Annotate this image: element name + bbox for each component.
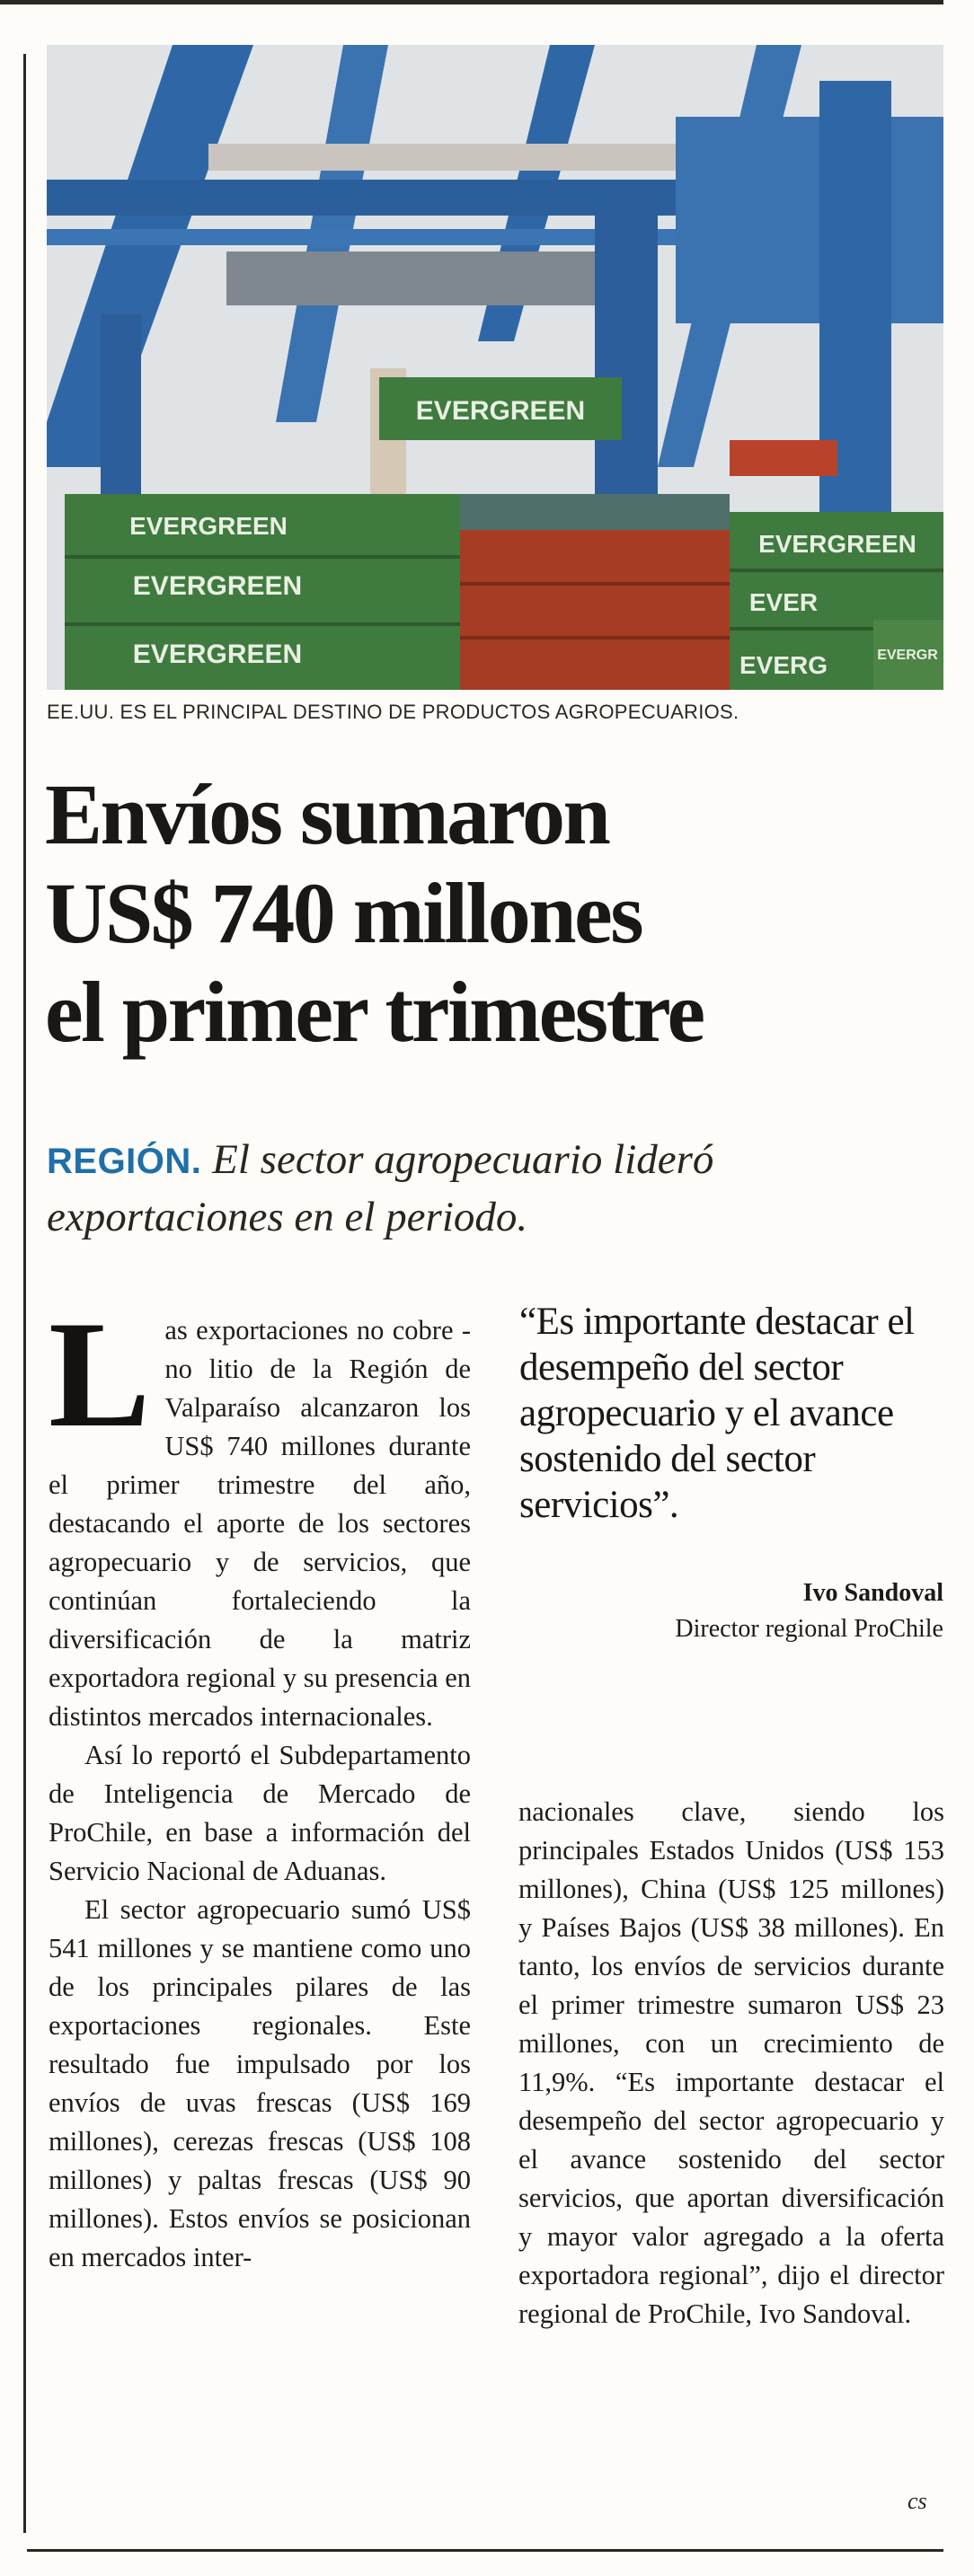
article-paragraph xyxy=(49,1290,472,1736)
deck-line xyxy=(47,1132,945,1189)
bottom-rule xyxy=(27,2549,943,2552)
dropcap: L xyxy=(49,1290,151,1459)
container-lettering: EVERGREEN xyxy=(758,530,916,558)
deck xyxy=(47,1132,945,1245)
headline-line: el primer trimestre xyxy=(45,964,704,1060)
left-column-rule xyxy=(23,54,26,2533)
quote-author-name: Ivo Sandoval xyxy=(802,1579,943,1607)
container-lettering: EVERGREEN xyxy=(415,396,586,426)
article-column-2 xyxy=(518,1793,944,2333)
headline-line: US$ 740 millones xyxy=(45,865,642,961)
photo-caption: EE.UU. ES EL PRINCIPAL DESTINO DE PRODUCTOS AGROPECUARIOS. xyxy=(47,701,739,723)
article-photo xyxy=(47,45,943,690)
quote-author-role: Director regional ProChile xyxy=(675,1615,943,1643)
container-lettering: EVERGREEN xyxy=(132,571,303,601)
headline xyxy=(45,765,952,1062)
container-lettering: EVERGR xyxy=(877,648,938,663)
container-lettering: EVERGREEN xyxy=(129,512,288,540)
top-rule xyxy=(0,0,943,4)
deck-text: El sector agropecuario lideró xyxy=(212,1136,714,1183)
article-paragraph: Así lo reportó el Subdepartamento de Inteligencia de Mercado de ProChile, en base a información del Servicio Nacional de Aduanas. xyxy=(49,1740,471,1886)
paragraph-text: as exportaciones no cobre -no litio de la Región de Valparaíso alcanzaron los US$ 740 millones durante el primer trimestre del año, destacando el aporte de los sectores agropecuario y de servicios, que continúan fortaleciendo la diversificación de la matriz exportadora regional y su presencia en distintos mercados internacionales. xyxy=(49,1315,472,1732)
container-lettering: EVERGREEN xyxy=(132,640,303,669)
container-lettering: EVERG xyxy=(739,651,828,679)
article-paragraph: El sector agropecuario sumó US$ 541 millones y se mantiene como uno de los principales pilares de las exportaciones regionales. Este resultado fue impulsado por los envíos de uvas frescas (US$ 169 millones), cerezas frescas (US$ 108 millones) y paltas frescas (US$ 90 millones). Estos envíos se posicionan en mercados inter- xyxy=(49,1894,471,2272)
deck-line: exportaciones en el periodo. xyxy=(47,1194,528,1240)
end-of-article-mark: cs xyxy=(908,2488,927,2514)
headline-line: Envíos sumaron xyxy=(45,766,609,862)
article-paragraph: nacionales clave, siendo los principales Estados Unidos (US$ 153 millones), China (US$ 125 millones) y Países Bajos (US$ 38 millones). En tanto, los envíos de servicios durante el primer trimestre sumaron US$ 23 millones, con un crecimiento de 11,9%. “Es importante destacar el desempeño del sector agropecuario y el avance sostenido del sector servicios, que aportan diversificación y mayor valor agregado a la oferta exportadora regional”, dijo el director regional de ProChile, Ivo Sandoval. xyxy=(518,1796,944,2329)
pull-quote: “Es importante destacar el desempeño del sector agropecuario y el avance sostenido del sector servicios”. xyxy=(519,1301,915,1526)
article-column-1 xyxy=(49,1290,472,2277)
container-lettering: EVER xyxy=(748,588,819,616)
section-tag: REGIÓN. xyxy=(47,1142,202,1181)
